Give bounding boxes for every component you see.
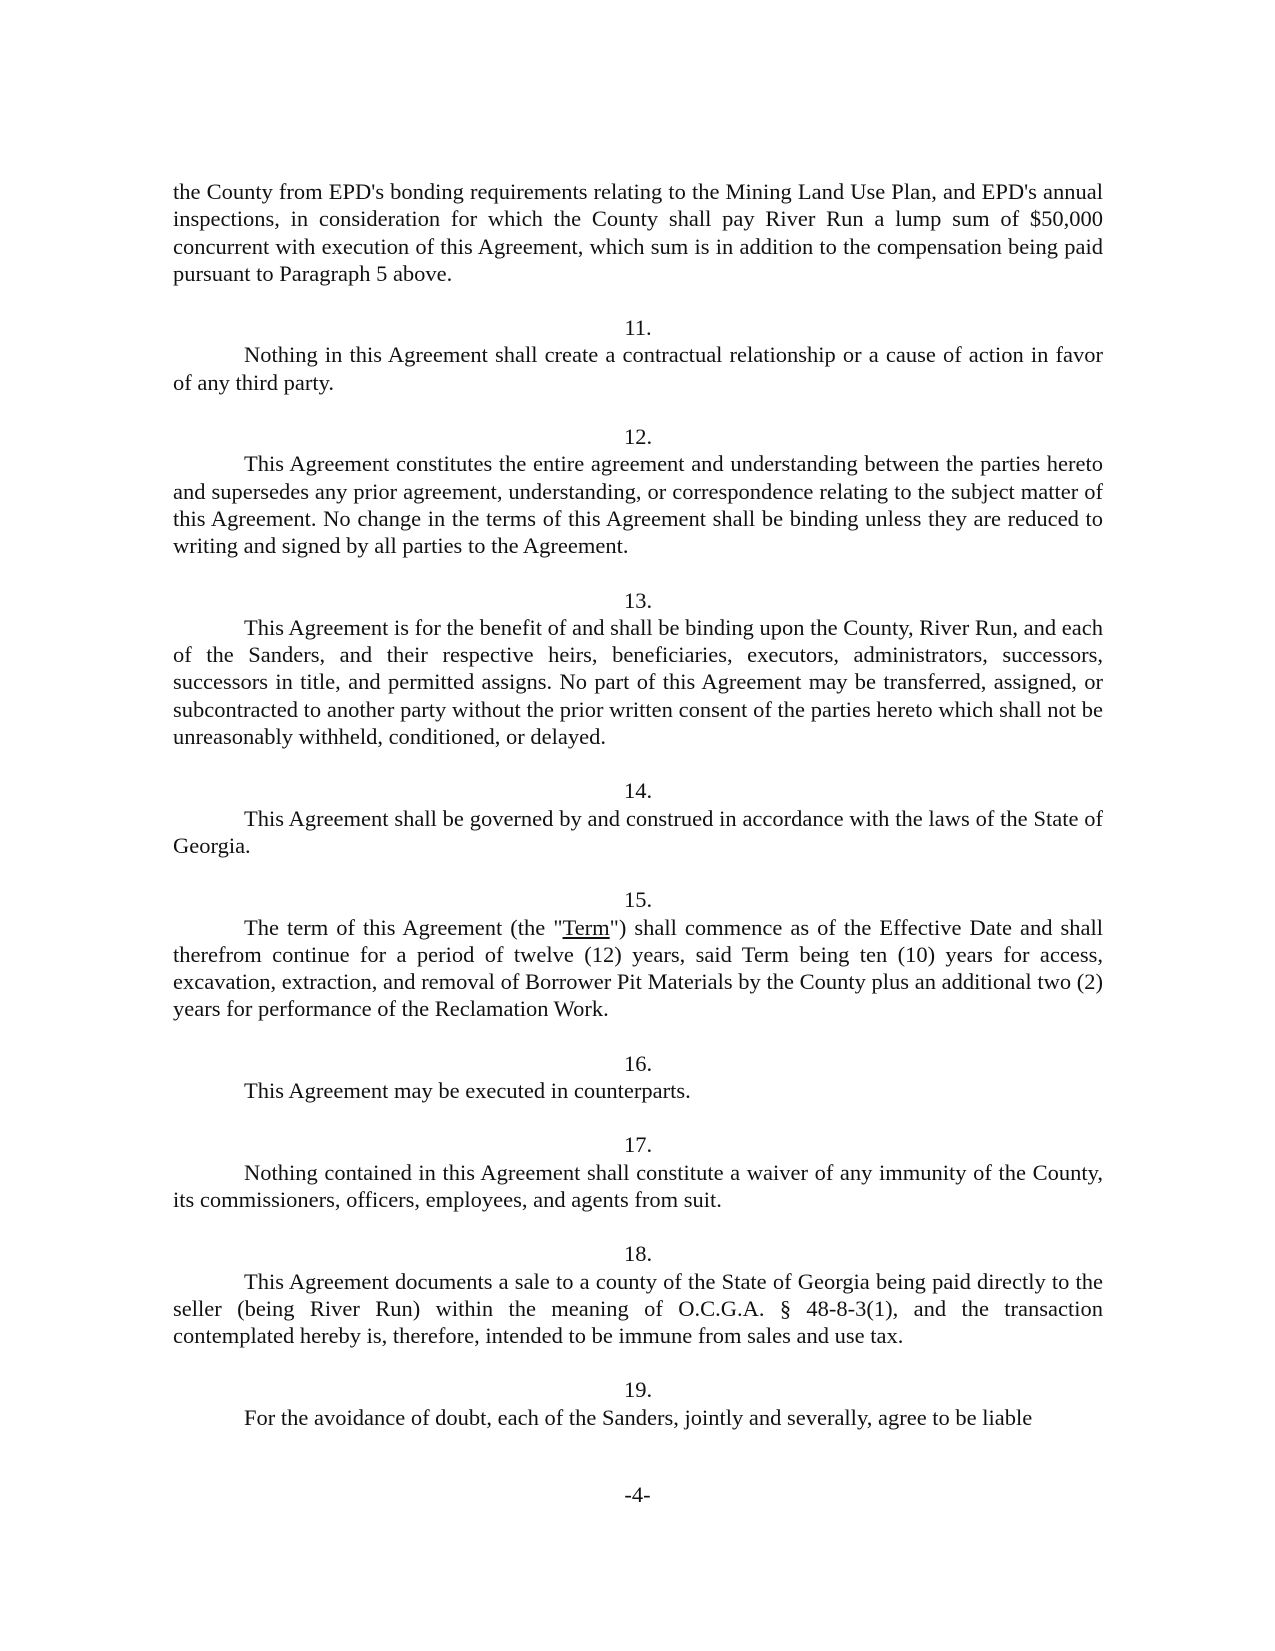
section-19 — [173, 1376, 1103, 1431]
section-text: For the avoidance of doubt, each of the Sanders, jointly and severally, agree to be liable — [244, 1404, 1033, 1430]
section-number: 13. — [623, 587, 653, 613]
section-number: 19. — [623, 1377, 653, 1403]
section-11 — [173, 314, 1103, 396]
section-16 — [173, 1050, 1103, 1105]
section-number: 17. — [623, 1132, 653, 1158]
section-15 — [173, 886, 1103, 1022]
section-text: This Agreement may be executed in counterparts. — [244, 1078, 691, 1104]
section-text — [173, 914, 1103, 1023]
section-number: 14. — [623, 778, 653, 804]
continuation-paragraph: the County from EPD's bonding requirements relating to the Mining Land Use Plan, and EPD's annual inspections, in consideration for which the County shall pay River Run a lump sum of $50,000 concurrent with execution of this Agreement, which sum is in addition to the compensation being paid pursuant to Paragraph 5 above. — [173, 179, 1103, 286]
section-text: This Agreement constitutes the entire agreement and understanding between the parties hereto and supersedes any prior agreement, understanding, or correspondence relating to the subject matter of this Agreement. No change in the terms of this Agreement shall be binding unless they are reduced to writing and signed by all parties to the Agreement. — [173, 451, 1103, 559]
section-number: 12. — [623, 424, 653, 450]
section-number: 11. — [624, 315, 652, 341]
section-number: 15. — [623, 887, 653, 913]
section-number: 16. — [623, 1050, 653, 1076]
section-17 — [173, 1131, 1103, 1213]
section-text: Nothing contained in this Agreement shall constitute a waiver of any immunity of the County, its commissioners, officers, employees, and agents from suit. — [173, 1159, 1103, 1212]
section-text: This Agreement documents a sale to a county of the State of Georgia being paid directly to the seller (being River Run) within the meaning of O.C.G.A. § 48-8-3(1), and the transaction contemplated hereby is, therefore, intended to be immune from sales and use tax. — [173, 1268, 1103, 1349]
defined-term: Term — [562, 914, 610, 940]
section-12 — [173, 423, 1103, 559]
section-18 — [173, 1240, 1103, 1349]
page-number: -4- — [624, 1482, 651, 1507]
section-13 — [173, 587, 1103, 751]
section-text: This Agreement is for the benefit of and shall be binding upon the County, River Run, and each of the Sanders, and their respective heirs, beneficiaries, executors, administrators, successors, successors in title, and permitted assigns. No part of this Agreement may be transferred, assigned, or subcontracted to another party without the prior written consent of the parties hereto which shall not be unreasonably withheld, conditioned, or delayed. — [173, 614, 1103, 750]
section-text: This Agreement shall be governed by and construed in accordance with the laws of the State of Georgia. — [173, 805, 1103, 858]
section-14 — [173, 777, 1103, 859]
section-text-before: The term of this Agreement (the " — [244, 914, 563, 940]
section-text: Nothing in this Agreement shall create a contractual relationship or a cause of action in favor of any third party. — [173, 342, 1103, 395]
document-body — [173, 178, 1103, 1458]
section-text-after: ") shall commence as of the Effective Date and shall therefrom continue for a period of twelve (12) years, said Term being ten (10) years for access, excavation, extraction, and removal of Borrower Pit Materials by the County plus an additional two (2) years for performance of the Reclamation Work. — [173, 914, 1103, 1022]
section-number: 18. — [623, 1241, 653, 1267]
